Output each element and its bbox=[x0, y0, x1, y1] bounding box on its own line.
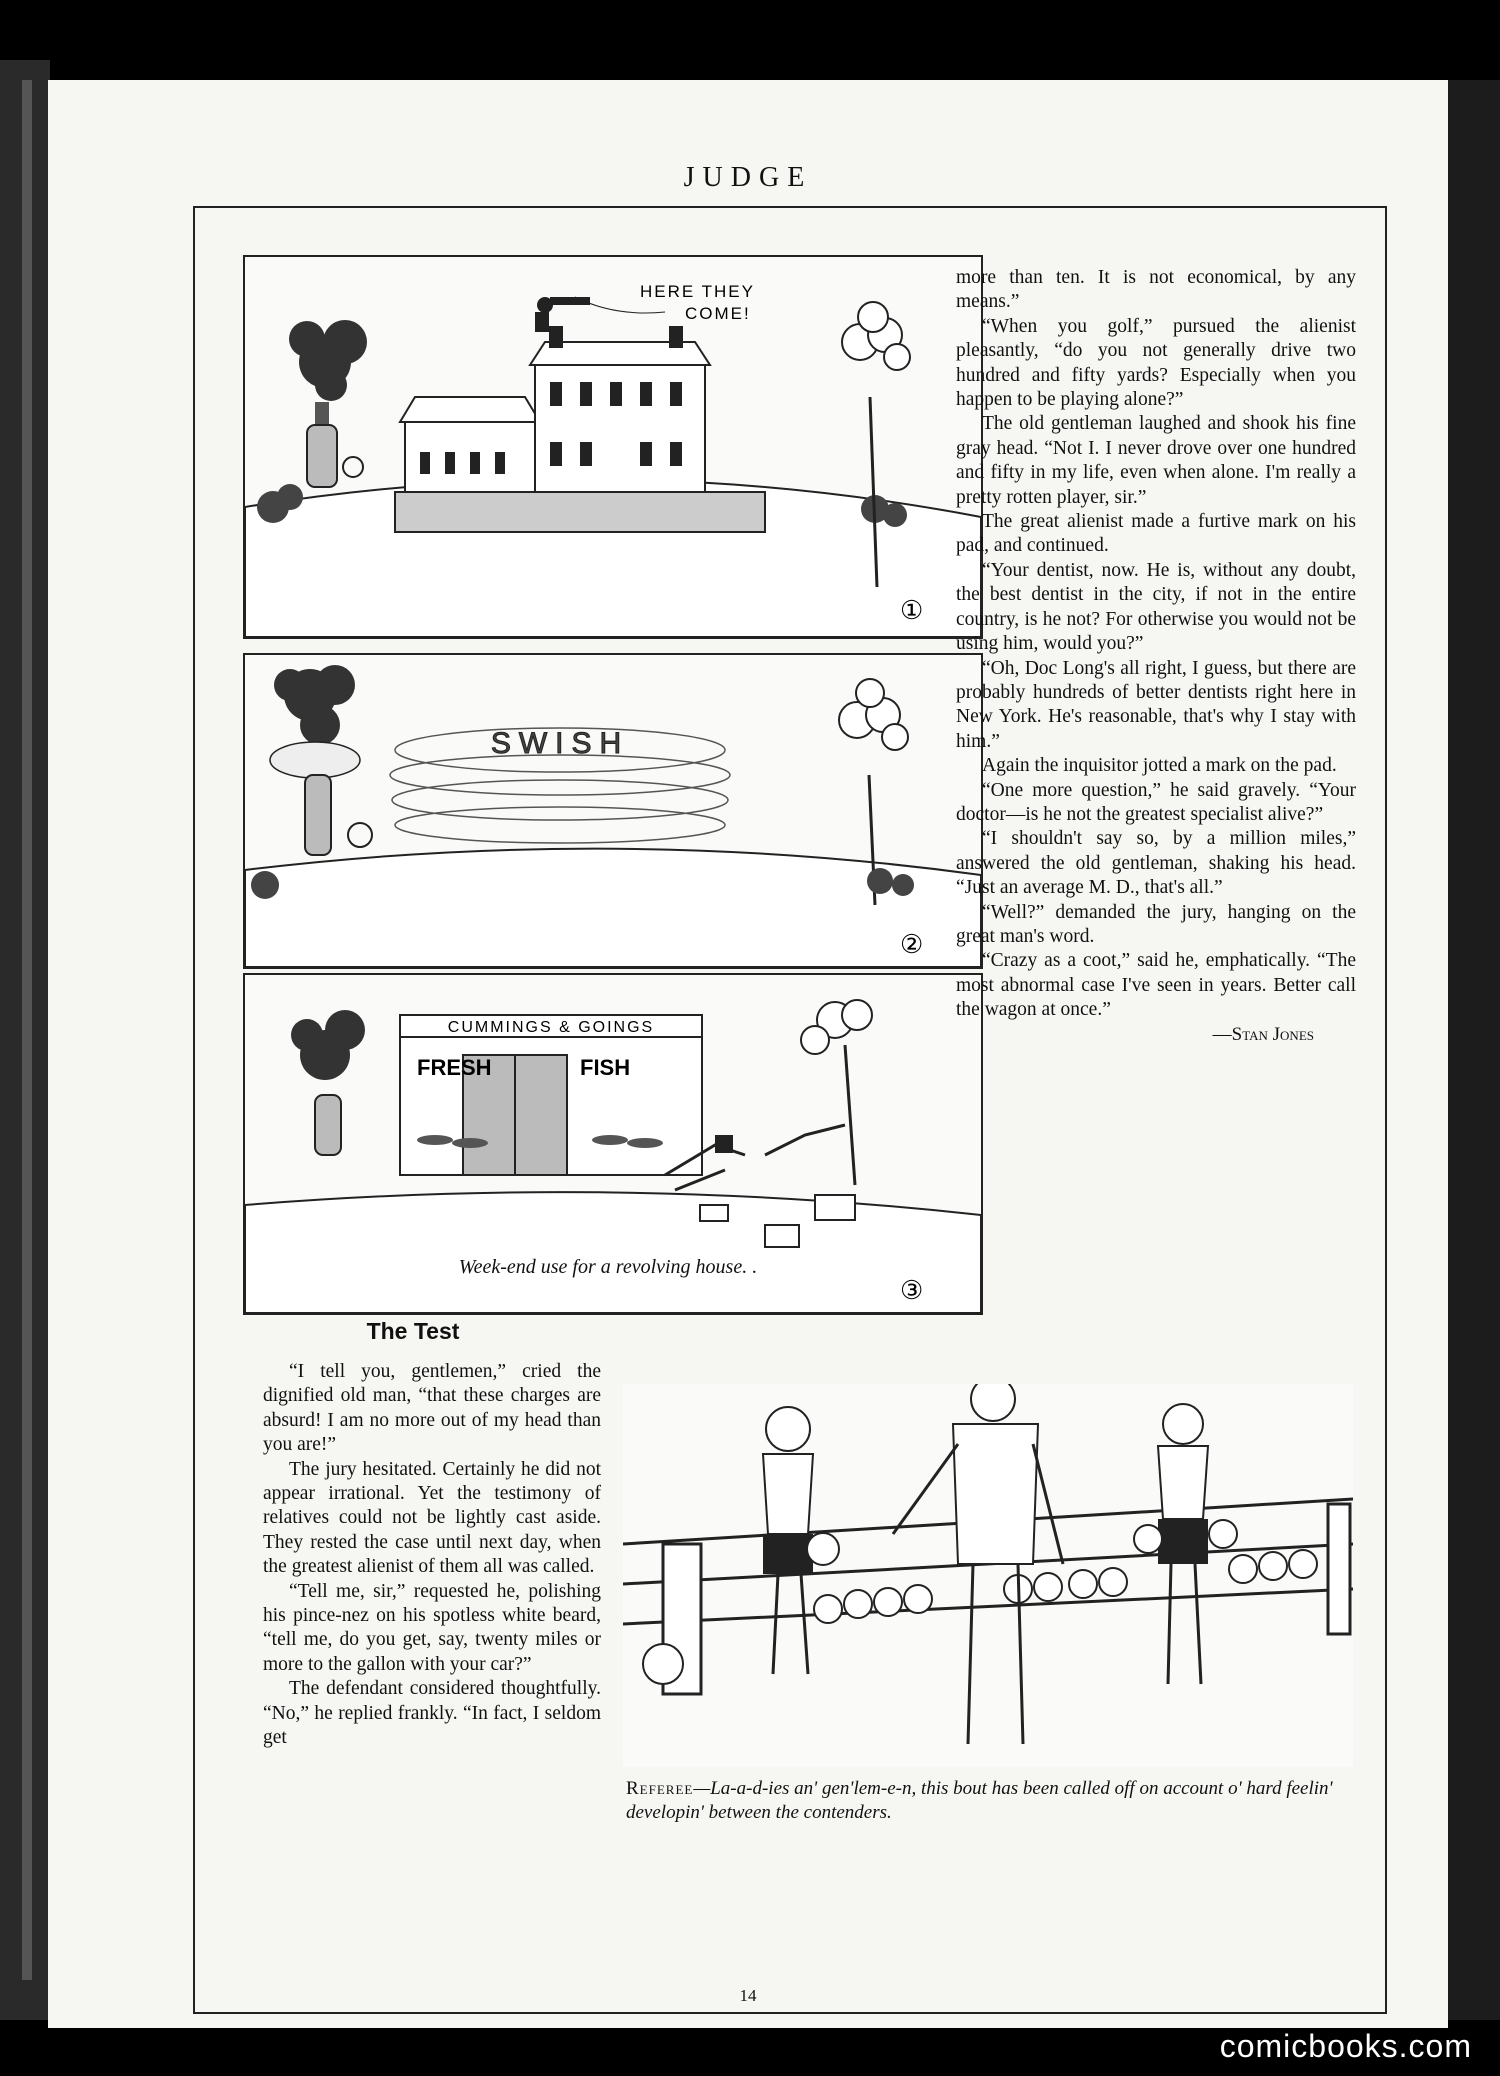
paragraph: “I shouldn't say so, by a million miles,” answered the old gentleman, shaking his head. “Just an average M. D., that's all.” bbox=[956, 828, 1356, 899]
caption-line: —La-a-d-ies an' gen'lem-e-n, this bout has been called off on account o' hard feelin' developin' between the contenders. bbox=[626, 1778, 1333, 1823]
adjacent-page-edge bbox=[1448, 80, 1500, 2020]
paragraph: “Oh, Doc Long's all right, I guess, but there are probably hundreds of better dentists right here in New York. He's reasonable, that's why I stay with him.” bbox=[956, 657, 1356, 752]
left-boxer bbox=[763, 1407, 839, 1674]
cartoon-caption: Week-end use for a revolving house. . bbox=[458, 1256, 758, 1278]
caption-speaker: Referee bbox=[626, 1778, 694, 1799]
magazine-page bbox=[48, 80, 1448, 2028]
page-header: JUDGE bbox=[683, 162, 813, 193]
panel-number-1: ① bbox=[900, 596, 924, 625]
page-number: 14 bbox=[739, 1986, 757, 2005]
story-title: The Test bbox=[366, 1318, 460, 1344]
paragraph: Again the inquisitor jotted a mark on the pad. bbox=[982, 755, 1337, 777]
paragraph: The jury hesitated. Certainly he did not appear irrational. Yet the testimony of relatives could not be lightly cast aside. They rested the case until next day, when the greatest alienist of them all was called. bbox=[263, 1458, 601, 1578]
author-byline: —Stan Jones bbox=[1212, 1023, 1314, 1045]
speech-text-2: COME! bbox=[685, 304, 751, 323]
speech-text-1: HERE THEY bbox=[640, 282, 755, 301]
panel-number-2: ② bbox=[900, 930, 924, 959]
comic-panel-1 bbox=[243, 255, 983, 639]
right-boxer bbox=[1134, 1404, 1237, 1684]
right-text-column bbox=[956, 266, 1356, 1047]
paragraph: more than ten. It is not economical, by any means.” bbox=[956, 267, 1356, 313]
paragraph: “One more question,” he said gravely. “Your doctor—is he not the greatest specialist alive?” bbox=[956, 779, 1356, 825]
panel-number-3: ③ bbox=[900, 1276, 924, 1305]
house bbox=[395, 327, 765, 532]
story-column bbox=[263, 1360, 601, 1751]
paragraph: “Crazy as a coot,” said he, emphatically. “The most abnormal case I've seen in years. Better call the wagon at once.” bbox=[956, 950, 1356, 1021]
boxing-cartoon bbox=[623, 1384, 1353, 1767]
paragraph: “When you golf,” pursued the alienist pleasantly, “do you not generally drive two hundred and fifty yards? Especially when you happen to be playing alone?” bbox=[956, 315, 1356, 411]
paragraph: “Tell me, sir,” requested he, polishing his pince-nez on his spotless white beard, “tell me, do you get, say, twenty miles or more to the gallon with your car?” bbox=[263, 1580, 601, 1675]
paragraph: “Well?” demanded the jury, hanging on the great man's word. bbox=[956, 901, 1356, 947]
panel-2-drawing bbox=[245, 655, 981, 967]
paragraph: “Your dentist, now. He is, without any doubt, the best dentist in the city, if not in the entire country, is he not? For otherwise you would not be using him, would you?” bbox=[956, 559, 1356, 655]
panel-1-drawing bbox=[245, 257, 981, 637]
boxing-caption bbox=[626, 1777, 1346, 1825]
paragraph: The old gentleman laughed and shook his fine gray head. “Not I. I never drove over one hundred and fifty in my life, even when alone. I'm really a pretty rotten player, sir.” bbox=[956, 413, 1356, 508]
boxing-drawing bbox=[623, 1384, 1353, 1767]
sign-fresh: FRESH bbox=[417, 1055, 492, 1080]
book-binding-edge bbox=[22, 80, 32, 1980]
referee bbox=[893, 1384, 1063, 1744]
sign-text: CUMMINGS & GOINGS bbox=[447, 1019, 655, 1036]
smoke-cloud bbox=[289, 320, 367, 401]
paragraph: The great alienist made a furtive mark on his pad, and continued. bbox=[956, 511, 1356, 557]
watermark: comicbooks.com bbox=[1219, 2028, 1472, 2064]
sign-fish: FISH bbox=[580, 1055, 631, 1080]
comic-panel-2 bbox=[243, 653, 983, 969]
paragraph: The defendant considered thoughtfully. “No,” he replied frankly. “In fact, I seldom get bbox=[263, 1678, 601, 1749]
swish-text: SWISH bbox=[490, 727, 630, 760]
paragraph: “I tell you, gentlemen,” cried the dignified old man, “that these charges are absurd! I am no more out of my head than you are!” bbox=[263, 1361, 601, 1456]
